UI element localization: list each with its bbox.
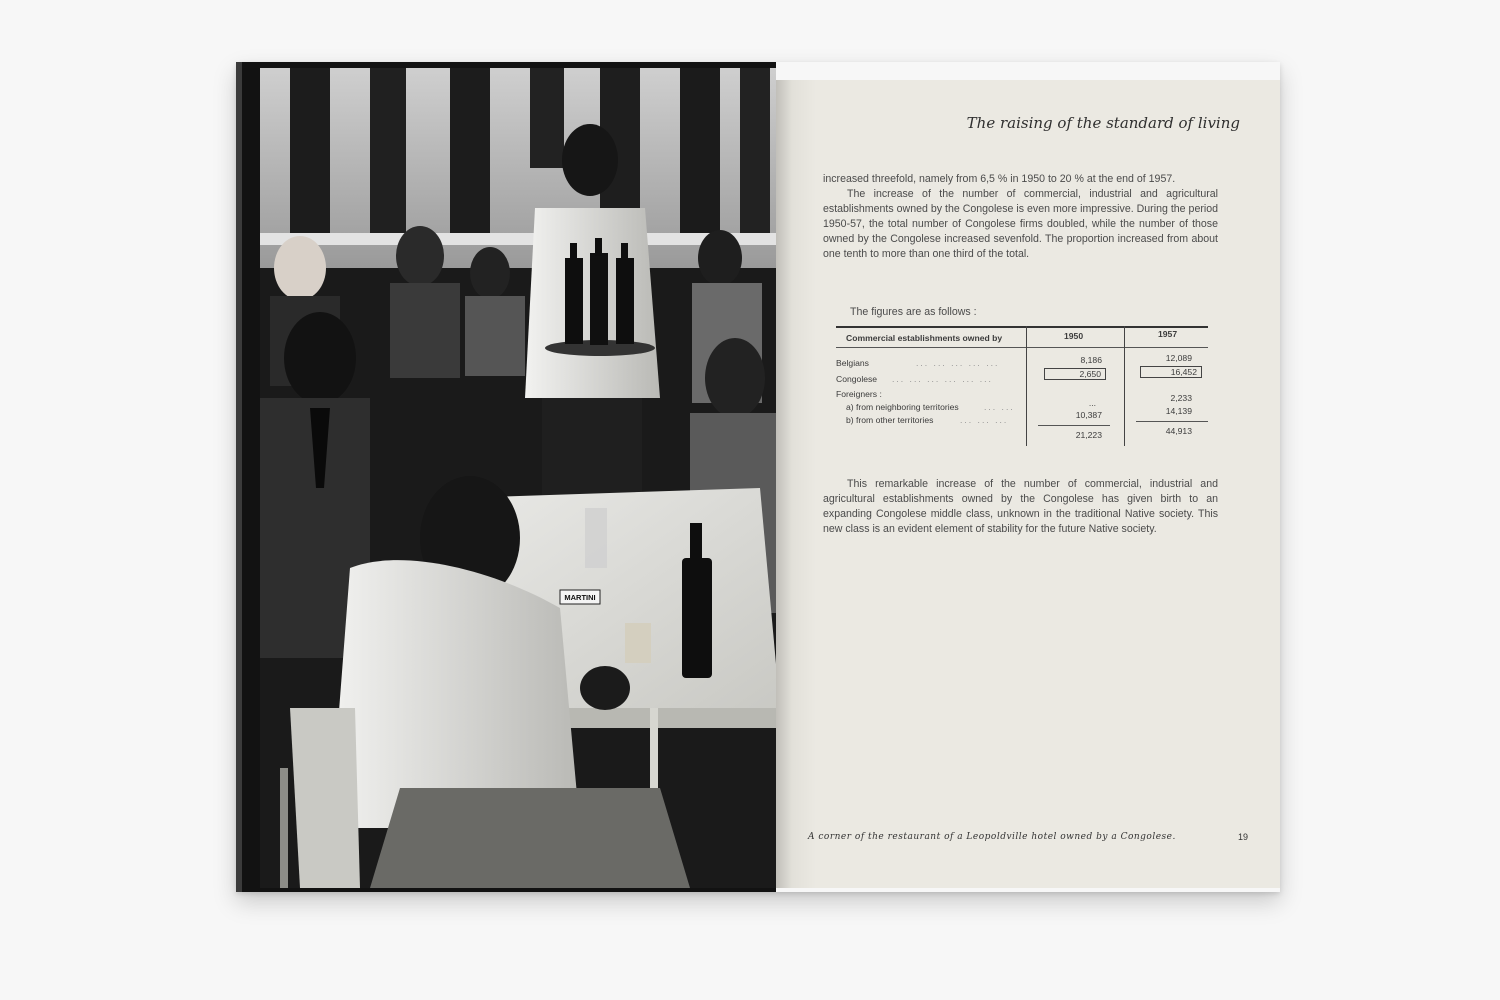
table-header-label: Commercial establishments owned by (846, 333, 1003, 343)
belgians-1950: 8,186 (1080, 355, 1102, 365)
neighboring-1957: 2,233 (1170, 393, 1192, 403)
table-divider-2 (1124, 326, 1125, 446)
row-leaders: ... ... (984, 402, 1015, 412)
open-book (236, 62, 1280, 892)
left-page (236, 62, 776, 892)
paragraph-continued: increased threefold, namely from 6,5 % in 1950 to 20 % at the end of 1957. (823, 173, 1176, 185)
other-1950: 10,387 (1075, 410, 1102, 420)
row-label-other: b) from other territories (846, 415, 934, 425)
row-label-neighboring: a) from neighboring territories (846, 402, 959, 412)
photo-caption: A corner of the restaurant of a Leopoldville hotel owned by a Congolese. (808, 832, 1176, 842)
paragraph-2: This remarkable increase of the number of commercial, industrial and agricultural establishments owned by the Congolese has given birth to an expanding Congolese middle class, unknown in the traditional Native society. This new class is an evident element of stability for the future Native society. (823, 477, 1218, 535)
row-leaders: ... ... ... ... ... (916, 358, 1000, 368)
table-header-rule (836, 347, 1208, 348)
total-1957: 44,913 (1165, 426, 1192, 436)
body-text (823, 172, 1218, 262)
running-title: The raising of the standard of living (966, 114, 1240, 132)
table-divider-1 (1026, 326, 1027, 446)
table-header-1957: 1957 (1158, 329, 1178, 339)
neighboring-1950: ... (1088, 398, 1096, 408)
establishments-table (836, 326, 1208, 466)
row-label-congolese: Congolese (836, 374, 878, 384)
table-header-1950: 1950 (1064, 331, 1084, 341)
row-leaders: ... ... ... ... ... ... (892, 374, 993, 384)
belgians-1957: 12,089 (1165, 353, 1192, 363)
restaurant-photo (260, 68, 776, 888)
row-leaders: ... ... ... (960, 415, 1009, 425)
row-label-foreigners: Foreigners : (836, 389, 882, 399)
row-label-belgians: Belgians (836, 358, 869, 368)
page-number: 19 (1237, 832, 1248, 842)
figures-intro: The figures are as follows : (850, 306, 977, 318)
paragraph-1: The increase of the number of commercial, industrial and agricultural establishments owned by the Congolese is even more impressive. During the period 1950-57, the total number of Congolese firms doubled, while the number of those owned by the Congolese increased sevenfold. The proportion increased from about one tenth to more than one third of the total. (823, 188, 1218, 260)
sum-rule-1957 (1136, 421, 1208, 422)
congolese-1950: 2,650 (1044, 368, 1106, 380)
congolese-1957: 16,452 (1140, 366, 1202, 378)
total-1950: 21,223 (1075, 430, 1102, 440)
other-1957: 14,139 (1165, 406, 1192, 416)
martini-sign: MARTINI (564, 593, 596, 602)
table-top-rule (836, 326, 1208, 328)
sum-rule-1950 (1038, 425, 1110, 426)
right-page (776, 80, 1280, 888)
